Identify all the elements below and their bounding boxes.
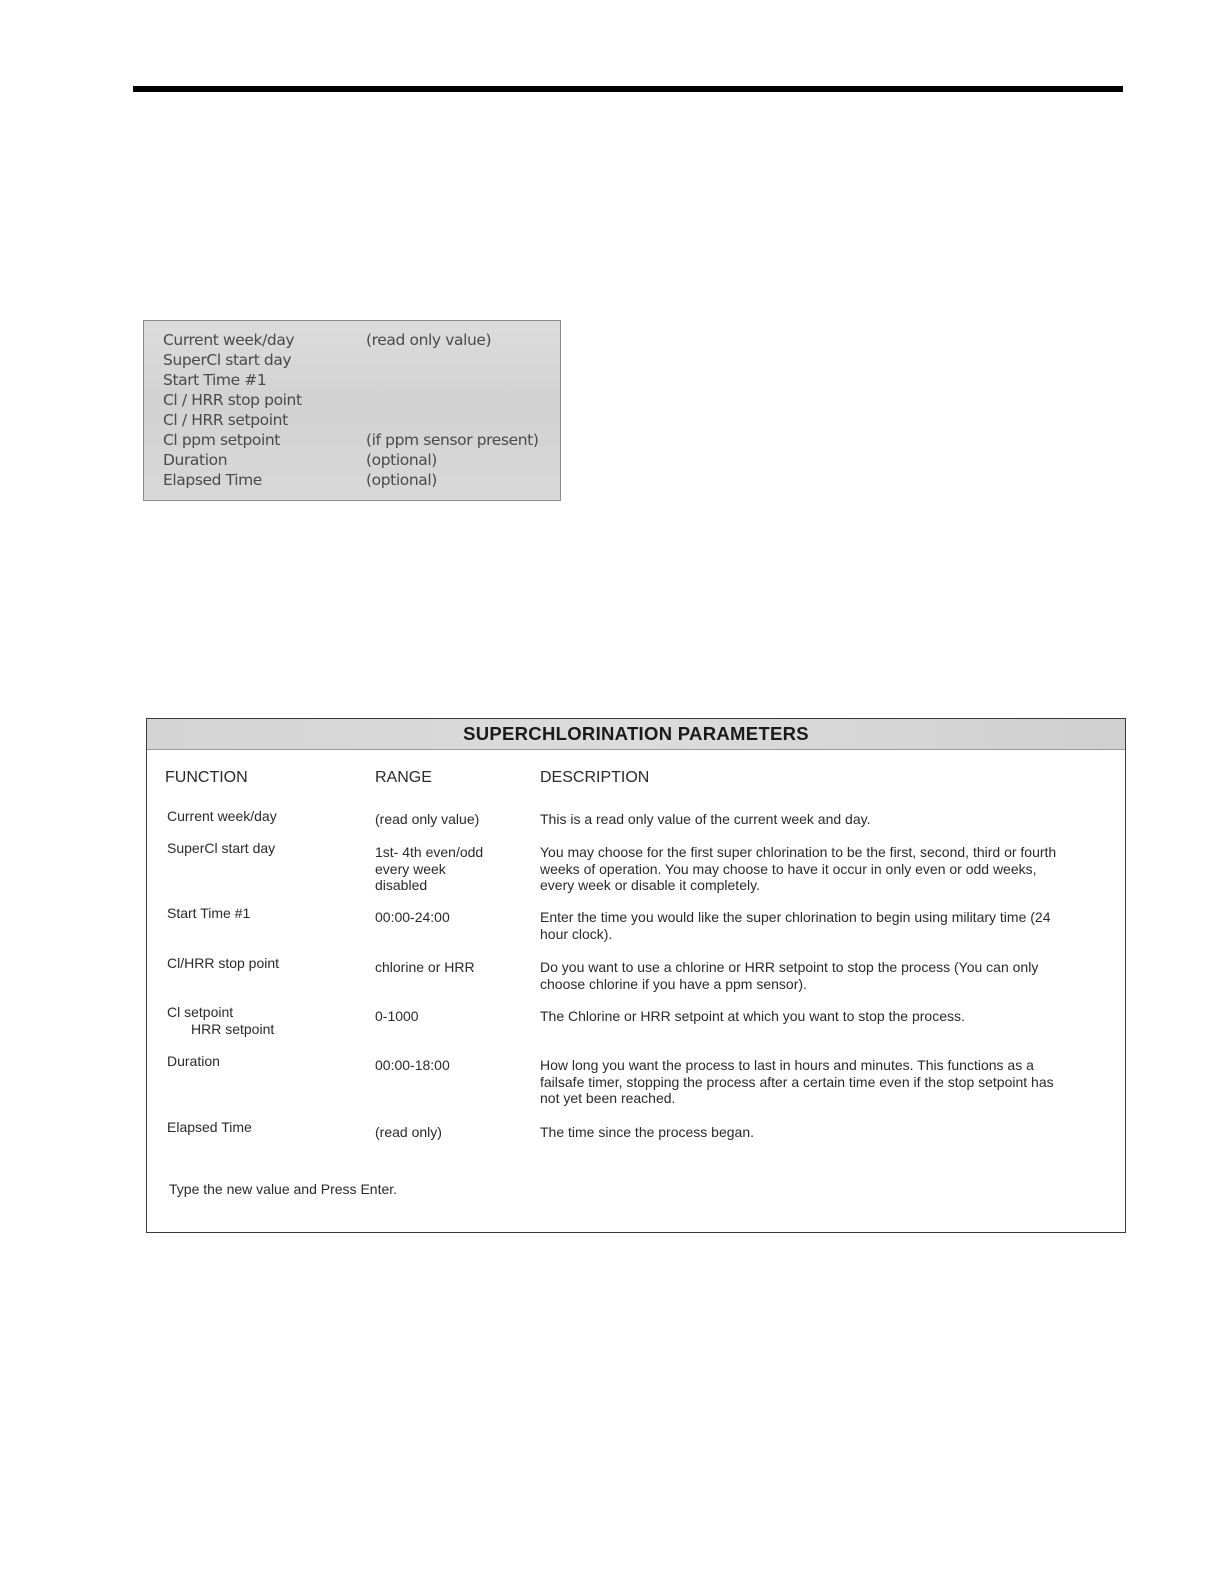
top-rule — [133, 86, 1123, 92]
lcd-label: Cl / HRR setpoint — [163, 411, 288, 429]
lcd-note: (optional) — [366, 471, 437, 489]
range-cell — [375, 844, 483, 894]
function-text: Elapsed Time — [167, 1119, 252, 1135]
range-text: (read only) — [375, 1124, 442, 1140]
range-text: 1st- 4th even/odd — [375, 844, 484, 860]
function-cell — [167, 840, 275, 857]
lcd-label: SuperCl start day — [163, 351, 292, 369]
lcd-label: Cl ppm setpoint — [163, 431, 280, 449]
lcd-note: (if ppm sensor present) — [366, 431, 539, 449]
column-header-description: DESCRIPTION — [540, 769, 650, 786]
lcd-label: Cl / HRR stop point — [163, 391, 302, 409]
function-text: HRR setpoint — [191, 1020, 275, 1037]
function-cell — [167, 1119, 252, 1136]
description-text: How long you want the process to last in hours and minutes. This functions as a — [540, 1057, 1034, 1073]
range-cell — [375, 909, 450, 926]
description-text: choose chlorine if you have a ppm sensor). — [540, 975, 807, 992]
range-text: (read only value) — [375, 811, 480, 827]
range-text: disabled — [375, 877, 428, 893]
column-header-function: FUNCTION — [165, 769, 248, 786]
function-cell — [167, 1004, 274, 1037]
lcd-label: Duration — [163, 451, 228, 469]
range-cell — [375, 1008, 419, 1025]
lcd-label: Start Time #1 — [163, 371, 267, 389]
function-text: SuperCl start day — [167, 840, 276, 856]
range-cell — [375, 959, 475, 976]
description-text: weeks of operation. You may choose to have it occur in only even or odd weeks, — [540, 860, 1037, 877]
column-header-range: RANGE — [375, 769, 432, 786]
range-text: 00:00-18:00 — [375, 1057, 450, 1073]
description-cell — [540, 959, 1038, 992]
description-text: Do you want to use a chlorine or HRR setpoint to stop the process (You can only — [540, 959, 1039, 975]
description-text: hour clock). — [540, 925, 613, 942]
description-text: The time since the process began. — [540, 1124, 755, 1140]
function-text: Cl setpoint — [167, 1004, 234, 1020]
description-cell — [540, 909, 1050, 942]
function-text: Current week/day — [167, 808, 277, 824]
range-cell — [375, 1057, 450, 1074]
description-cell — [540, 1124, 754, 1141]
description-cell — [540, 811, 870, 828]
function-text: Cl/HRR stop point — [167, 955, 280, 971]
lcd-note: (read only value) — [366, 331, 492, 349]
table-title: SUPERCHLORINATION PARAMETERS — [147, 719, 1125, 750]
instruction-note: Type the new value and Press Enter. — [169, 1181, 398, 1197]
lcd-note: (optional) — [366, 451, 437, 469]
parameters-table — [146, 718, 1126, 1233]
function-text: Duration — [167, 1053, 220, 1069]
function-cell — [167, 955, 279, 972]
description-cell — [540, 1057, 1054, 1107]
lcd-label: Current week/day — [163, 331, 295, 349]
range-cell — [375, 1124, 442, 1141]
description-text: The Chlorine or HRR setpoint at which you want to stop the process. — [540, 1008, 965, 1024]
description-text: failsafe timer, stopping the process after a certain time even if the stop setpoint has — [540, 1073, 1054, 1090]
range-text: every week — [375, 860, 446, 877]
range-text: chlorine or HRR — [375, 959, 475, 975]
function-cell — [167, 905, 250, 922]
range-text: 0-1000 — [375, 1008, 419, 1024]
description-text: This is a read only value of the current week and day. — [540, 811, 871, 827]
lcd-label: Elapsed Time — [163, 471, 262, 489]
range-text: 00:00-24:00 — [375, 909, 450, 925]
description-cell — [540, 1008, 965, 1025]
description-text: not yet been reached. — [540, 1090, 676, 1106]
description-text: every week or disable it completely. — [540, 877, 760, 893]
description-cell — [540, 844, 1056, 894]
lcd-display — [143, 320, 561, 501]
function-text: Start Time #1 — [167, 905, 251, 921]
function-cell — [167, 1053, 220, 1070]
range-cell — [375, 811, 479, 828]
description-text: Enter the time you would like the super chlorination to begin using military time (24 — [540, 909, 1051, 925]
function-cell — [167, 808, 277, 825]
description-text: You may choose for the first super chlorination to be the first, second, third or fourth — [540, 844, 1057, 860]
